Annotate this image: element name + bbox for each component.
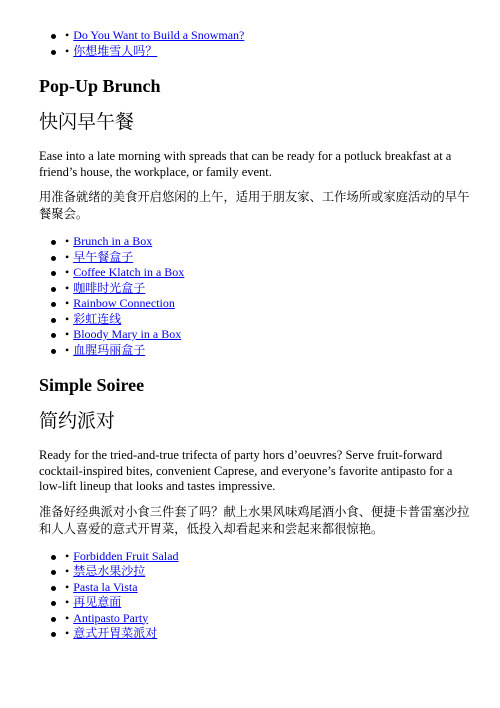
- link-fruit-salad-cn[interactable]: 禁忌水果沙拉: [73, 564, 146, 578]
- section-title-simple-soiree: Simple Soiree: [39, 375, 145, 395]
- link-bloody-mary-in-a-box[interactable]: Bloody Mary in a Box: [73, 327, 182, 341]
- bullet-glyph: •: [65, 342, 70, 357]
- bullet-glyph: •: [65, 579, 70, 594]
- bullet-glyph: •: [65, 564, 70, 578]
- section-description-cn: 用准备就绪的美食开启悠闲的上午，适用于朋友家、工作场所或家庭活动的早午餐聚会。: [39, 190, 470, 221]
- list-item: [51, 44, 472, 60]
- link-antipasto-cn[interactable]: 意式开胃菜派对: [73, 626, 158, 640]
- bullet-glyph: •: [65, 265, 70, 279]
- link-pasta-cn[interactable]: 再见意面: [73, 595, 122, 609]
- link-rainbow-connection[interactable]: Rainbow Connection: [73, 296, 175, 310]
- link-brunch-box-cn[interactable]: 早午餐盒子: [73, 249, 134, 264]
- link-antipasto-party[interactable]: Antipasto Party: [73, 610, 149, 625]
- bullet-glyph: •: [65, 43, 70, 58]
- soiree-link-list: [39, 549, 472, 642]
- bullet-glyph: •: [65, 296, 70, 310]
- bullet-glyph: •: [65, 548, 70, 563]
- section-title-simple-soiree-cn: 简约派对: [39, 410, 116, 432]
- bullet-glyph: •: [65, 327, 70, 341]
- section-title-pop-up-brunch: Pop-Up Brunch: [39, 76, 161, 96]
- list-item: [51, 312, 472, 328]
- link-rainbow-cn[interactable]: 彩虹连线: [73, 311, 122, 326]
- list-item: [51, 296, 472, 312]
- list-item: [51, 595, 472, 611]
- bullet-glyph: •: [65, 610, 70, 625]
- list-item: [51, 626, 472, 642]
- section-title-pop-up-brunch-cn: 快闪早午餐: [39, 111, 135, 133]
- section-description: Ready for the tried-and-true trifecta of party hors d’oeuvres? Serve fruit-forward cocktail-inspired bites, convenient Caprese, and everyone’s favorite antipasto for a low-lift lineup that looks and tastes impressive.: [39, 448, 453, 493]
- bullet-glyph: •: [65, 249, 70, 264]
- list-item: [51, 265, 472, 281]
- link-coffee-box-cn[interactable]: 咖啡时光盒子: [73, 280, 146, 295]
- bullet-glyph: •: [65, 311, 70, 326]
- bullet-glyph: •: [65, 626, 70, 640]
- list-item: [51, 611, 472, 627]
- link-brunch-in-a-box[interactable]: Brunch in a Box: [73, 234, 153, 248]
- list-item: [51, 343, 472, 359]
- top-link-list: [39, 28, 472, 59]
- bullet-glyph: •: [65, 280, 70, 295]
- list-item: [51, 327, 472, 343]
- list-item: [51, 580, 472, 596]
- list-item: [51, 549, 472, 565]
- list-item: [51, 28, 472, 44]
- bullet-glyph: •: [65, 595, 70, 609]
- bullet-glyph: •: [65, 234, 70, 248]
- link-forbidden-fruit-salad[interactable]: Forbidden Fruit Salad: [73, 548, 179, 563]
- link-do-you-want-to-build-a-snowman[interactable]: Do You Want to Build a Snowman?: [73, 28, 245, 42]
- list-item: [51, 234, 472, 250]
- section-description: Ease into a late morning with spreads that can be ready for a potluck breakfast at a friend’s house, the workplace, or family event.: [39, 149, 452, 179]
- brunch-link-list: [39, 234, 472, 358]
- link-coffee-klatch-in-a-box[interactable]: Coffee Klatch in a Box: [73, 265, 185, 279]
- link-bloody-mary-cn[interactable]: 血腥玛丽盒子: [73, 342, 146, 357]
- list-item: [51, 250, 472, 266]
- list-item: [51, 564, 472, 580]
- link-pasta-la-vista[interactable]: Pasta la Vista: [73, 579, 138, 594]
- bullet-glyph: •: [65, 28, 70, 42]
- section-description-cn: 准备好经典派对小食三件套了吗？献上水果风味鸡尾酒小食、便捷卡普雷塞沙拉和人人喜爱的意式开胃菜，低投入却看起来和尝起来都很惊艳。: [39, 504, 470, 536]
- list-item: [51, 281, 472, 297]
- link-snowman-cn[interactable]: 你想堆雪人吗？: [73, 43, 158, 58]
